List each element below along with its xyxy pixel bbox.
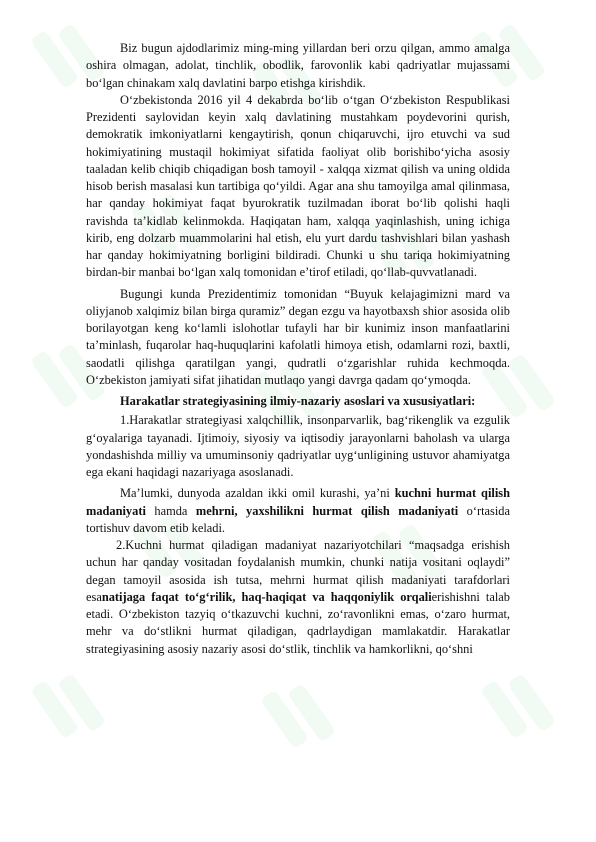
paragraph-strategy-1: 1.Harakatlar strategiyasi xalqchillik, insonparvarlik, bag‘rikenglik va ezgulik g‘oyalariga tayanadi. Ijtimoiy, siyosiy va iqtisodiy jarayonlarni baholash va ularga yondashishda milliy va umuminsoniy qadriyatlar uyg‘unligining ustuvor ahamiyatga ega ekani haqidagi nazariyaga asoslanadi.: [86, 413, 510, 479]
paragraph-strategy-2: [86, 537, 510, 658]
bold-phrase: kuchni hurmat qilish madaniyati: [86, 486, 510, 518]
text-span: erishishni talab etadi. O‘zbekiston tazyiq o‘tkazuvchi kuchni, zo‘ravonlikni emas, o‘zaro hurmat, mehr va do‘stlikni hurmat qiladigan, qadrlaydigan mamlakatdir. Harakatlar strategiyasining asosiy nazariy asosi do‘stlik, tinchlik va hamkorlikni, qo‘shni: [86, 589, 510, 656]
text-span: Ma’lumki, dunyoda azaldan ikki omil kurashi, ya’ni: [120, 486, 395, 501]
text-span: 2.Kuchni hurmat qiladigan madaniyat nazariyotchilari “maqsadga erishish uchun har qanday vositadan foydalanish mumkin, chunki natija vositani oqlaydi” degan tamoyil asosida ish tutsa, mehrni hurmat qilish madaniyati tarafdorlari esa: [86, 538, 510, 604]
text-span: hamda: [145, 503, 196, 518]
paragraph-reforms: Bugungi kunda Prezidentimiz tomonidan “Buyuk kelajagimizni mard va oliyjanob xalqimiz bilan birga quramiz” degan ezgu va hayotbaxsh shior asosida olib borilayotgan keng ko‘lamli islohotlar tufayli har bir kunimiz inson manfaatlarini ta’minlash, fuqarolar haq-huquqlarini kafolatli himoya etish, odamlarni rozi, baxtli, saodatli qilishga qaratilgan yangi, qudratli o‘zgarishlar ruhida kechmoqda. O‘zbekiston jamiyati sifat jihatidan mutlaqo yangi davrga qadam qo‘ymoqda.: [86, 286, 510, 387]
paragraph-election: O‘zbekistonda 2016 yil 4 dekabrda bo‘lib o‘tgan O‘zbekiston Respublikasi Prezidenti saylovidan keyin xalq davlatining mustahkam poydevorini qurish, demokratik imkoniyatlarni kengaytirish, qonun chiqaruvchi, ijro etuvchi va sud hokimiyatining mustaqil hokimiyat sifatida faoliyat olib borishibo‘yicha asosiy taaladan kelib chiqib chiqadigan bosh tamoyil - xalqqa xizmat qilish va uning oldida hisob berish masalasi kun tartibiga qo‘yildi. Agar ana shu tamoyilga amal qilinmasa, har qanday hokimiyat faqat byurokratik tuzilmadan iborat bo‘lib qolishi haqli ravishda ta’kidlab kelinmokda. Haqiqatan ham, xalqqa yaqinlashish, uning ichiga kirib, eng dolzarb muammolarini hal etish, elu yurt dardu tashvishlari bilan yashash har qanday hokimiyatning borligini bildiradi. Chunki u shu tariqa hokimiyatning birdan-bir manbai bo‘lgan xalq tomonidan e’tirof etiladi, qo‘llab-quvvatlanadi.: [86, 92, 510, 280]
section-heading: Harakatlar strategiyasining ilmiy-nazariy asoslari va xususiyatlari:: [120, 394, 476, 408]
bold-phrase: mehrni, yaxshilikni hurmat qilish madaniyati: [195, 503, 459, 518]
bold-phrase: natijaga faqat to‘g‘rilik, haq-haqiqat va haqqoniylik orqali: [101, 589, 432, 604]
text-span: o‘rtasida tortishuv davom etib keladi.: [86, 503, 510, 535]
paragraph-two-factors: [86, 485, 510, 537]
document-body: [86, 40, 510, 658]
paragraph-intro: Biz bugun ajdodlarimiz ming-ming yillardan beri orzu qilgan, ammo amalga oshira olmagan, adolat, tinchlik, obodlik, farovonlik kabi qadriyatlar mujassami bo‘lgan chinakam xalq davlatini barpo etishga kirishdik.: [86, 41, 510, 90]
